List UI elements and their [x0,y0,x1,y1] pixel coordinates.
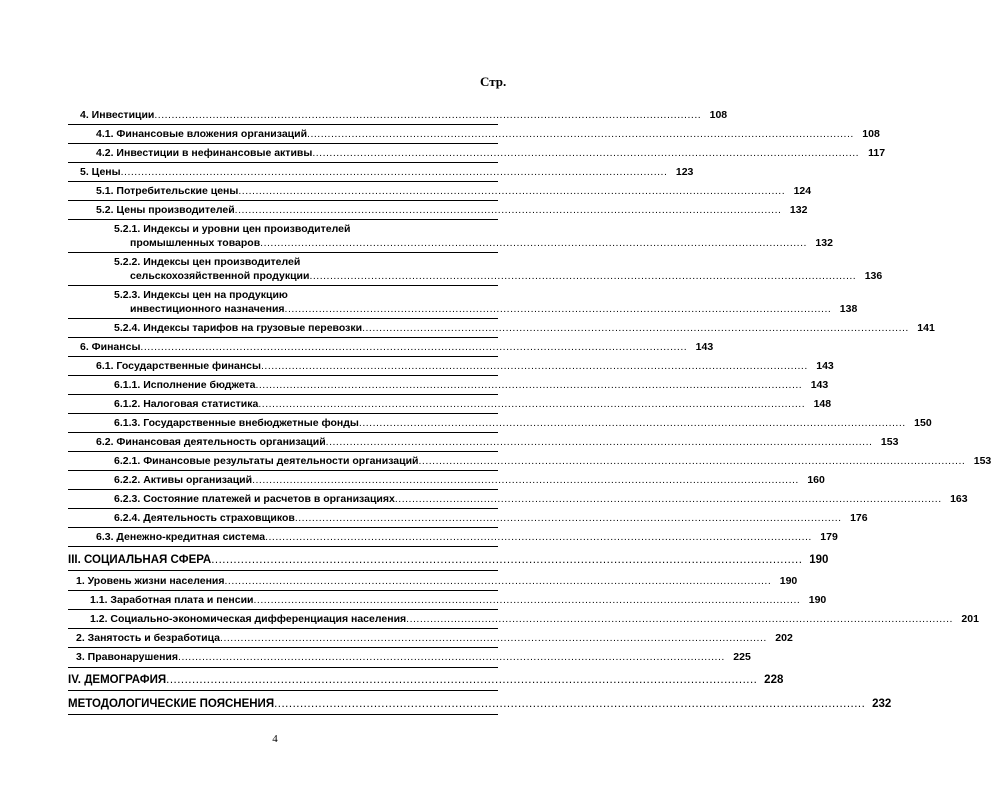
toc-entry-page: 108 [709,109,728,121]
toc-entry-page: 138 [839,303,858,315]
dot-leader: ................................................................................................................................................................ [274,698,866,710]
dot-leader: ................................................................................................................................................................ [284,303,832,315]
toc-entry-label: IV. ДЕМОГРАФИЯ [68,674,167,686]
toc-entry[interactable] [80,165,694,179]
toc-entry-label: III. СОЦИАЛЬНАЯ СФЕРА [68,554,212,566]
toc-entry-page: 136 [864,270,883,282]
dot-leader: ................................................................................................................................................................ [258,398,806,410]
toc-entry-label: 5.2.4. Индексы тарифов на грузовые перевозки [114,322,363,334]
toc-entry-page: 143 [695,341,714,353]
dot-leader: ................................................................................................................................................................ [309,270,857,282]
divider [68,337,498,338]
dot-leader: ................................................................................................................................................................ [406,613,953,625]
toc-entry[interactable] [114,378,829,392]
toc-entry-page: 190 [809,554,829,566]
dot-leader: ................................................................................................................................................................ [294,512,842,524]
toc-entry-label: 6.2.1. Финансовые результаты деятельности организаций [114,455,419,467]
dot-leader: ................................................................................................................................................................ [234,204,782,216]
toc-entry-page: 117 [868,147,886,159]
toc-entry-label: 6. Финансы [80,341,141,353]
toc-entry-page: 132 [789,204,808,216]
dot-leader: ................................................................................................................................................................ [166,674,758,686]
divider [68,590,498,591]
dot-leader: ................................................................................................................................................................ [394,493,942,505]
toc-entry[interactable] [114,511,868,525]
toc-entry-label: 6.1. Государственные финансы [96,360,261,372]
toc-entry[interactable] [96,435,899,449]
toc-entry-page: 150 [914,417,932,429]
toc-entry-page: 143 [816,360,834,372]
dot-leader: ................................................................................................................................................................ [260,237,807,249]
toc-entry-page: 160 [807,474,825,486]
toc-entry[interactable] [96,203,808,217]
divider [68,124,498,125]
divider [68,318,498,319]
divider [68,690,498,691]
divider [68,667,498,668]
divider [68,375,498,376]
dot-leader: ................................................................................................................................................................ [252,474,799,486]
toc-entry-page: 153 [973,455,991,467]
divider [68,451,498,452]
toc-entry[interactable] [90,593,827,607]
toc-entry-page: 148 [813,398,832,410]
toc-entry[interactable] [114,321,935,335]
dot-leader: ................................................................................................................................................................ [255,379,803,391]
toc-entry-label: 5.1. Потребительские цены [96,185,239,197]
toc-entry-page: 124 [793,185,812,197]
toc-entry-label: 3. Правонарушения [76,651,179,663]
divider [68,200,498,201]
divider [68,609,498,610]
divider [68,252,498,253]
toc-entry-label: 6.2.2. Активы организаций [114,474,253,486]
toc-entry-label: 4. Инвестиции [80,109,155,121]
toc-entry-label: 6.1.3. Государственные внебюджетные фонды [114,417,359,429]
divider [68,162,498,163]
toc-entry-label: 6.2.3. Состояние платежей и расчетов в организациях [114,493,395,505]
toc-entry-label: МЕТОДОЛОГИЧЕСКИЕ ПОЯСНЕНИЯ [68,698,275,710]
divider [68,714,498,715]
dot-leader: ................................................................................................................................................................ [220,632,767,644]
dot-leader: ................................................................................................................................................................ [325,436,873,448]
dot-leader: ................................................................................................................................................................ [253,594,801,606]
divider [68,647,498,648]
divider [68,356,498,357]
toc-entry-page: 179 [820,531,838,543]
toc-entry[interactable] [76,631,793,645]
toc-entry-label-line1: 5.2.3. Индексы цен на продукцию [114,289,288,301]
dot-leader: ................................................................................................................................................................ [312,147,860,159]
toc-entry-label: 1.1. Заработная плата и пенсии [90,594,254,606]
toc-entry-label: 6.2. Финансовая деятельность организаций [96,436,326,448]
toc-entry-label: 6.1.1. Исполнение бюджета [114,379,256,391]
toc-entry[interactable] [90,612,979,626]
toc-entry-page: 176 [850,512,868,524]
dot-leader: ................................................................................................................................................................ [120,166,668,178]
divider [68,628,498,629]
toc-entry-label: 1.2. Социально-экономическая дифференциация населения [90,613,407,625]
dot-leader: ................................................................................................................................................................ [178,651,725,663]
dot-leader: ................................................................................................................................................................ [140,341,688,353]
toc-entry-label: 4.1. Финансовые вложения организаций [96,128,308,140]
toc-section[interactable] [68,673,784,687]
toc-entry-page: 228 [764,674,784,686]
dot-leader: ................................................................................................................................................................ [362,322,909,334]
divider [68,546,498,547]
toc-entry-label-line1: 5.2.1. Индексы и уровни цен производителей [114,223,351,235]
dot-leader: ................................................................................................................................................................ [261,360,808,372]
divider [68,470,498,471]
toc-entry[interactable] [114,416,932,430]
toc-entry-label: 5.2. Цены производителей [96,204,235,216]
divider [68,570,498,571]
toc-entry-page: 141 [917,322,935,334]
toc-entry[interactable] [96,530,838,544]
toc-entry[interactable] [114,492,968,506]
divider [68,413,498,414]
toc-entry[interactable] [114,397,832,411]
divider [68,394,498,395]
dot-leader: ................................................................................................................................................................ [224,575,772,587]
dot-leader: ................................................................................................................................................................ [154,109,702,121]
toc-entry-label: 6.3. Денежно-кредитная система [96,531,266,543]
toc-entry-page: 143 [810,379,829,391]
divider [68,508,498,509]
page-column-header: Стр. [480,74,507,89]
page-number: 4 [272,733,278,745]
toc-entry-label: 6.1.2. Налоговая статистика [114,398,259,410]
toc-entry-page: 202 [775,632,793,644]
toc-entry-label: сельскохозяйственной продукции [130,270,310,282]
toc-entry-label: 5. Цены [80,166,121,178]
toc-entry[interactable] [80,340,714,354]
toc-entry-page: 201 [961,613,979,625]
toc-entry[interactable] [76,574,798,588]
toc-entry-page: 123 [675,166,694,178]
toc-entry-label: 1. Уровень жизни населения [76,575,225,587]
divider [68,285,498,286]
toc-entry[interactable] [114,473,825,487]
toc-entry-page: 132 [815,237,833,249]
toc-entry-page: 232 [872,698,892,710]
toc-entry-label: 2. Занятость и безработица [76,632,221,644]
toc-entry[interactable] [76,650,751,664]
toc-section[interactable] [68,697,892,711]
divider [68,432,498,433]
toc-entry-page: 108 [862,128,880,140]
toc-entry-label-line1: 5.2.2. Индексы цен производителей [114,256,301,268]
toc-entry-page: 153 [880,436,899,448]
dot-leader: ................................................................................................................................................................ [358,417,906,429]
toc-entry[interactable] [96,184,812,198]
toc-entry[interactable] [96,359,834,373]
toc-entry[interactable] [80,108,728,122]
toc-entry[interactable] [130,269,883,283]
toc-entry[interactable] [130,236,833,250]
toc-entry-label: 6.2.4. Деятельность страховщиков [114,512,295,524]
toc-entry-page: 225 [733,651,751,663]
toc-entry[interactable] [96,146,886,160]
toc-entry[interactable] [130,302,858,316]
toc-entry-label: 4.2. Инвестиции в нефинансовые активы [96,147,313,159]
dot-leader: ................................................................................................................................................................ [418,455,966,467]
divider [68,181,498,182]
dot-leader: ................................................................................................................................................................ [307,128,854,140]
toc-entry-page: 190 [779,575,798,587]
dot-leader: ................................................................................................................................................................ [238,185,786,197]
toc-entry[interactable] [114,454,991,468]
toc-section[interactable] [68,553,829,567]
toc-entry-page: 163 [950,493,968,505]
toc-entry[interactable] [96,127,880,141]
dot-leader: ................................................................................................................................................................ [265,531,812,543]
divider [68,527,498,528]
toc-entry-page: 190 [808,594,827,606]
toc-entry-label: инвестиционного назначения [130,303,285,315]
divider [68,489,498,490]
toc-entry-label: промышленных товаров [130,237,261,249]
divider [68,219,498,220]
divider [68,143,498,144]
dot-leader: ................................................................................................................................................................ [211,554,803,566]
